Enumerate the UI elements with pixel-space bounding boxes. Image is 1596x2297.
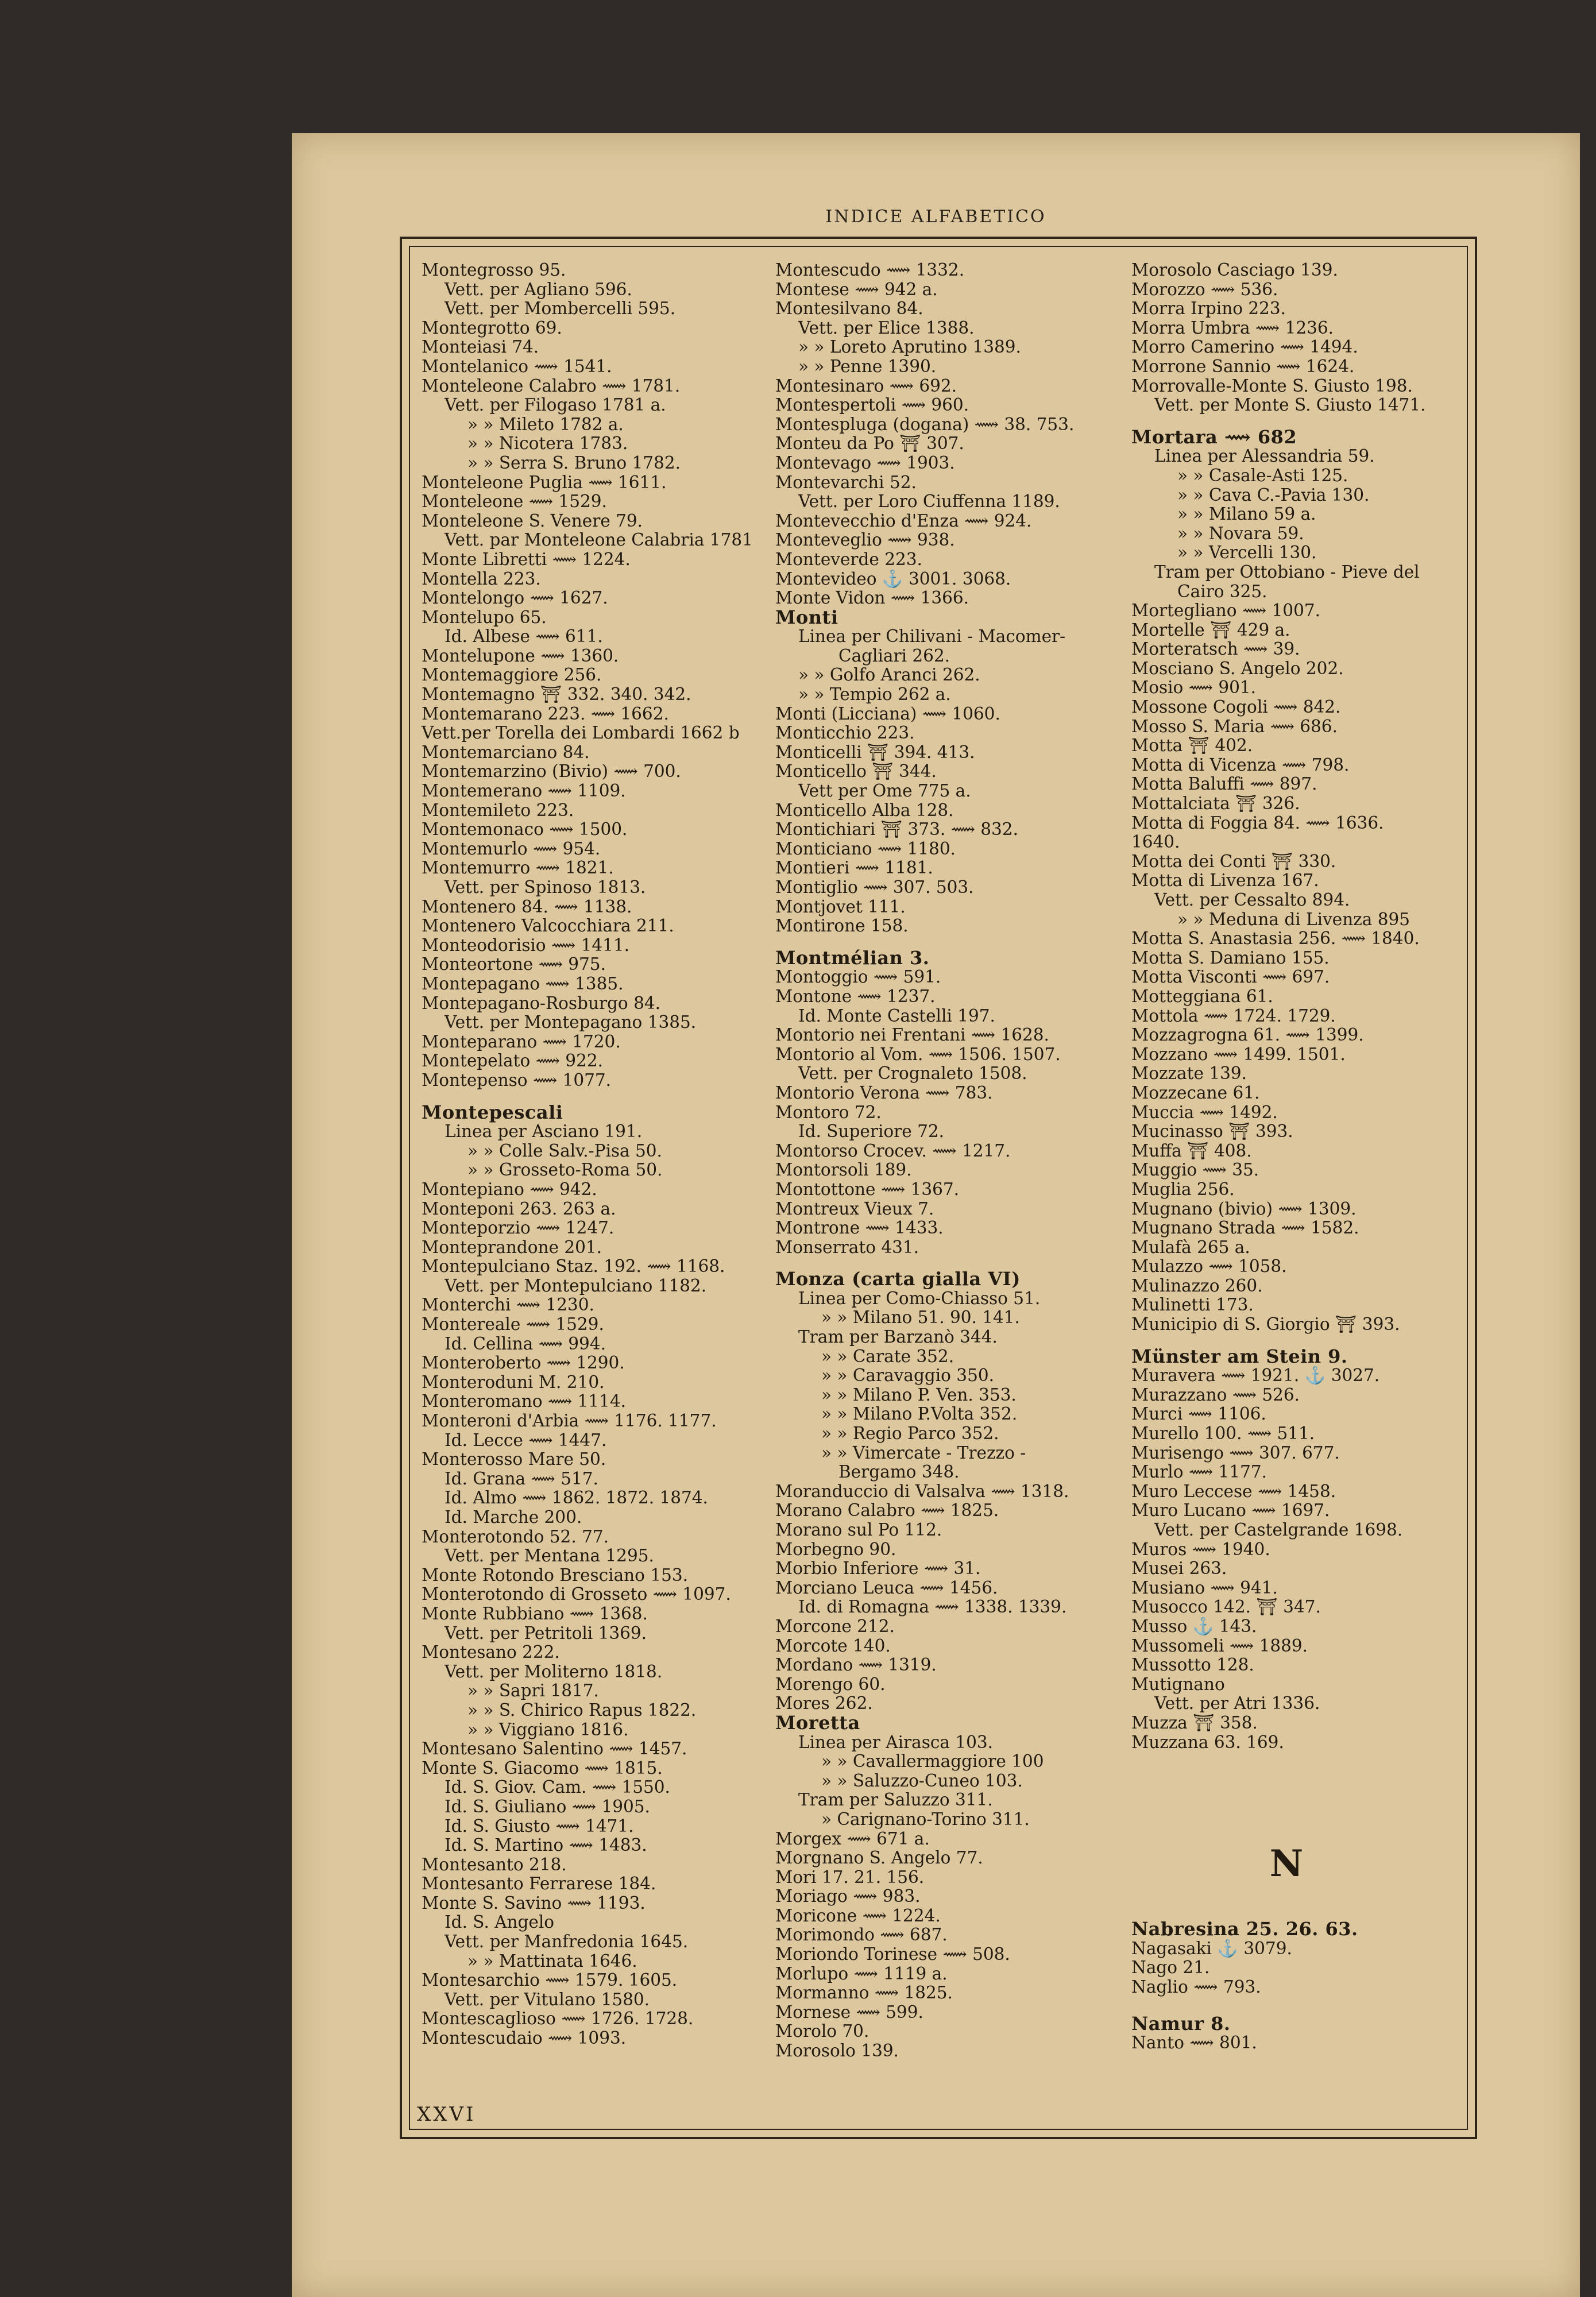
index-entry: Motteggiana 61. [1131, 986, 1273, 1006]
index-entry: Id. S. Angelo [445, 1912, 555, 1932]
index-entry: Mussomeli ⟿ 1889. [1131, 1635, 1308, 1656]
index-entry: Id. Superiore 72. [798, 1122, 944, 1142]
index-entry: Monteroni d'Arbia ⟿ 1176. 1177. [422, 1411, 717, 1431]
index-entry: Monteleone ⟿ 1529. [422, 492, 607, 512]
index-entry: Monteroberto ⟿ 1290. [422, 1353, 625, 1373]
index-entry: Mozzagrogna 61. ⟿ 1399. [1131, 1025, 1364, 1045]
index-entry: Id. S. Giuliano ⟿ 1905. [445, 1796, 650, 1816]
index-entry: Montenero 84. ⟿ 1138. [422, 896, 632, 917]
index-entry: Muffa ⛩ 408. [1131, 1140, 1252, 1161]
index-entry: Mugnano Strada ⟿ 1582. [1131, 1218, 1359, 1238]
index-entry: Vett. per Petritoli 1369. [445, 1623, 647, 1643]
index-entry: Vett. per Elice 1388. [798, 318, 975, 338]
index-entry: Vett. per Spinoso 1813. [445, 877, 646, 897]
index-entry: Mozzate 139. [1131, 1064, 1247, 1084]
index-entry: » » Penne 1390. [798, 356, 937, 376]
index-entry: Morgex ⟿ 671 a. [775, 1828, 930, 1849]
index-entry: Id. Cellina ⟿ 994. [445, 1333, 606, 1354]
index-entry: » » Cava C.-Pavia 130. [1177, 485, 1370, 505]
index-entry: Montieri ⟿ 1181. [775, 858, 933, 878]
index-entry: Montreux Vieux 7. [775, 1198, 934, 1219]
index-entry: Mosciano S. Angelo 202. [1131, 658, 1344, 678]
index-entry: Mordano ⟿ 1319. [775, 1655, 937, 1675]
index-entry: Monteu da Po ⛩ 307. [775, 434, 964, 454]
index-heading: Nabresina 25. 26. 63. [1131, 1918, 1358, 1940]
index-entry: Tram per Saluzzo 311. [798, 1790, 993, 1810]
index-entry: Vett per Ome 775 a. [798, 781, 971, 801]
index-entry: Montespluga (dogana) ⟿ 38. 753. [775, 414, 1075, 434]
index-entry: » » Nicotera 1783. [467, 434, 628, 454]
index-entry: Montemarzino (Bivio) ⟿ 700. [422, 761, 681, 782]
index-entry: Linea per Alessandria 59. [1154, 446, 1375, 466]
index-entry: Montepulciano Staz. 192. ⟿ 1168. [422, 1256, 725, 1277]
index-entry: Vett. per Mentana 1295. [445, 1546, 654, 1566]
index-entry: Muros ⟿ 1940. [1131, 1539, 1270, 1559]
index-entry: Montepagano-Rosburgo 84. [422, 993, 660, 1013]
index-entry: Murci ⟿ 1106. [1131, 1404, 1266, 1424]
index-entry: Monserrato 431. [775, 1237, 919, 1257]
index-entry: Murello 100. ⟿ 511. [1131, 1424, 1315, 1444]
index-entry: Montorio al Vom. ⟿ 1506. 1507. [775, 1044, 1061, 1064]
index-entry: Mutignano [1131, 1674, 1225, 1694]
index-entry: Mores 262. [775, 1693, 873, 1714]
index-entry: Montelanico ⟿ 1541. [422, 356, 612, 376]
index-entry: Montescaglioso ⟿ 1726. 1728. [422, 2009, 694, 2029]
index-entry: Morengo 60. [775, 1674, 886, 1694]
index-entry: Morano sul Po 112. [775, 1520, 942, 1540]
index-entry: Montichiari ⛩ 373. ⟿ 832. [775, 819, 1018, 840]
section-letter: N [1269, 1842, 1304, 1886]
index-entry: Vett. per Crognaleto 1508. [798, 1064, 1027, 1084]
index-entry: Montesanto Ferrarese 184. [422, 1874, 656, 1894]
index-entry: » » Novara 59. [1177, 523, 1304, 543]
index-entry: Montepagano ⟿ 1385. [422, 973, 624, 993]
page-number: XXVI [417, 2103, 476, 2126]
index-entry: Montepiano ⟿ 942. [422, 1179, 597, 1199]
index-entry: Mulafà 265 a. [1131, 1237, 1250, 1257]
index-entry: Mori 17. 21. 156. [775, 1867, 925, 1887]
index-entry: Linea per Asciano 191. [445, 1122, 643, 1142]
index-entry: Monticchio 223. [775, 723, 915, 743]
index-entry: » » Meduna di Livenza 895 [1177, 909, 1410, 929]
index-entry: Id. di Romagna ⟿ 1338. 1339. [798, 1597, 1067, 1617]
index-entry: Murisengo ⟿ 307. 677. [1131, 1443, 1340, 1463]
index-entry: Montesarchio ⟿ 1579. 1605. [422, 1970, 678, 1990]
index-entry: Id. Marche 200. [445, 1507, 582, 1527]
index-entry: Municipio di S. Giorgio ⛩ 393. [1131, 1314, 1400, 1335]
index-entry: Montemurro ⟿ 1821. [422, 858, 614, 878]
index-entry: Id. Grana ⟿ 517. [445, 1468, 598, 1488]
index-entry: » » Carate 352. [821, 1346, 954, 1366]
index-column-2 [775, 261, 1120, 2061]
book-page [292, 133, 1580, 2297]
index-entry: » » Mattinata 1646. [467, 1951, 637, 1971]
index-entry: Morciano Leuca ⟿ 1456. [775, 1577, 998, 1598]
index-entry: Montiglio ⟿ 307. 503. [775, 877, 974, 897]
index-entry: Muro Lucano ⟿ 1697. [1131, 1501, 1330, 1521]
index-entry: Musiano ⟿ 941. [1131, 1577, 1278, 1598]
index-frame [400, 237, 1477, 2139]
index-entry: Muzza ⛩ 358. [1131, 1712, 1258, 1733]
index-entry: Morro Camerino ⟿ 1494. [1131, 337, 1358, 357]
index-entry: Monteroduni M. 210. [422, 1372, 605, 1392]
index-entry: Tram per Barzanò 344. [798, 1327, 998, 1347]
index-entry: Moriondo Torinese ⟿ 508. [775, 1944, 1010, 1965]
index-entry: Montepelato ⟿ 922. [422, 1051, 603, 1071]
index-entry: Id. Monte Castelli 197. [798, 1006, 995, 1026]
index-heading: Montmélian 3. [775, 946, 930, 969]
index-entry: Montescudo ⟿ 1332. [775, 260, 965, 280]
index-heading: Mortara ⟿ 682 [1131, 426, 1297, 448]
index-entry: Monticello ⛩ 344. [775, 761, 937, 782]
index-entry: Morrovalle-Monte S. Giusto 198. [1131, 376, 1413, 396]
index-entry: Nagasaki ⚓ 3079. [1131, 1938, 1292, 1958]
index-entry: Nago 21. [1131, 1958, 1210, 1978]
index-entry: Mottola ⟿ 1724. 1729. [1131, 1006, 1336, 1026]
index-entry: Id. S. Martino ⟿ 1483. [445, 1835, 647, 1855]
index-entry: Montottone ⟿ 1367. [775, 1179, 960, 1199]
index-entry: Motta S. Damiano 155. [1131, 948, 1330, 968]
index-entry: » » Milano P. Ven. 353. [821, 1385, 1017, 1405]
index-entry: Mussotto 128. [1131, 1655, 1254, 1675]
index-entry: Musso ⚓ 143. [1131, 1616, 1257, 1636]
index-entry: Id. S. Giusto ⟿ 1471. [445, 1816, 634, 1836]
index-entry: Montella 223. [422, 569, 541, 589]
index-entry: Mornese ⟿ 599. [775, 2002, 923, 2022]
index-entry: Motta dei Conti ⛩ 330. [1131, 851, 1336, 871]
index-entry: Montescudaio ⟿ 1093. [422, 2028, 627, 2048]
index-entry: Motta di Foggia 84. ⟿ 1636. [1131, 813, 1384, 833]
index-entry: Morosolo Casciago 139. [1131, 260, 1338, 280]
index-entry: Mormanno ⟿ 1825. [775, 1983, 953, 2003]
index-entry: Monteiasi 74. [422, 337, 539, 357]
index-entry: » » Vimercate - Trezzo - [821, 1443, 1026, 1463]
index-entry: Monte S. Giacomo ⟿ 1815. [422, 1758, 663, 1778]
index-entry: Montemarciano 84. [422, 742, 590, 762]
index-entry: Musocco 142. ⛩ 347. [1131, 1597, 1321, 1617]
index-entry: Mozzecane 61. [1131, 1082, 1260, 1103]
index-entry: Monticello Alba 128. [775, 800, 954, 820]
index-entry: Id. Albese ⟿ 611. [445, 627, 603, 647]
index-heading: Münster am Stein 9. [1131, 1345, 1348, 1367]
index-entry: Mucinasso ⛩ 393. [1131, 1122, 1293, 1142]
index-entry: Monteverde 223. [775, 549, 922, 569]
index-entry: Monteponi 263. 263 a. [422, 1198, 616, 1219]
index-entry: Montesinaro ⟿ 692. [775, 376, 957, 396]
index-entry: Monti (Licciana) ⟿ 1060. [775, 703, 1000, 724]
index-entry: Muzzana 63. 169. [1131, 1732, 1284, 1752]
index-entry: Montelupone ⟿ 1360. [422, 645, 619, 666]
index-entry: Montesano 222. [422, 1642, 560, 1662]
index-entry: Muro Leccese ⟿ 1458. [1131, 1481, 1336, 1501]
index-entry: Morolo 70. [775, 2021, 870, 2041]
index-entry: » » Tempio 262 a. [798, 685, 951, 705]
page-header: INDICE ALFABETICO [825, 207, 1046, 227]
index-entry: Montereale ⟿ 1529. [422, 1314, 604, 1335]
index-entry: Muglia 256. [1131, 1179, 1235, 1199]
index-entry: » » Saluzzo-Cuneo 103. [821, 1770, 1023, 1791]
index-entry: Montemerano ⟿ 1109. [422, 781, 626, 801]
index-entry: » » Cavallermaggiore 100 [821, 1751, 1044, 1772]
index-frame-inner [409, 246, 1468, 2130]
index-entry: Cagliari 262. [838, 645, 950, 666]
index-entry: Id. Almo ⟿ 1862. 1872. 1874. [445, 1488, 708, 1508]
index-entry: Montorsoli 189. [775, 1160, 912, 1180]
index-entry: Montevarchi 52. [775, 472, 917, 492]
index-entry: » » Colle Salv.-Pisa 50. [467, 1140, 662, 1161]
index-entry: Mulinetti 173. [1131, 1295, 1254, 1315]
index-heading: Monza (carta gialla VI) [775, 1268, 1021, 1290]
index-entry: Mulazzo ⟿ 1058. [1131, 1256, 1287, 1277]
index-entry: Monterotondo 52. 77. [422, 1526, 609, 1546]
index-entry: Monte Rubbiano ⟿ 1368. [422, 1603, 648, 1623]
index-entry: Mosio ⟿ 901. [1131, 678, 1257, 698]
index-entry: » » Milano P.Volta 352. [821, 1404, 1018, 1424]
index-entry: Monterotondo di Grosseto ⟿ 1097. [422, 1584, 731, 1604]
index-entry: Montese ⟿ 942 a. [775, 279, 938, 299]
index-heading: Montepescali [422, 1101, 563, 1123]
index-entry: Montegrosso 95. [422, 260, 566, 280]
index-entry: Mozzano ⟿ 1499. 1501. [1131, 1044, 1346, 1064]
index-entry: Murazzano ⟿ 526. [1131, 1385, 1300, 1405]
index-column-1 [422, 261, 766, 2048]
index-entry: Morano Calabro ⟿ 1825. [775, 1501, 999, 1521]
index-entry: Monteleone S. Venere 79. [422, 511, 643, 531]
index-entry: Morbegno 90. [775, 1539, 896, 1559]
index-entry: Morimondo ⟿ 687. [775, 1925, 948, 1945]
index-entry: Motta di Vicenza ⟿ 798. [1131, 755, 1350, 775]
index-entry: Mottalciata ⛩ 326. [1131, 794, 1300, 814]
index-entry: Montoggio ⟿ 591. [775, 967, 941, 987]
index-entry: Montegrotto 69. [422, 318, 562, 338]
index-entry: Montemaggiore 256. [422, 665, 602, 685]
index-entry: Vett.per Torella dei Lombardi 1662 b [422, 723, 740, 743]
index-entry: Murlo ⟿ 1177. [1131, 1462, 1267, 1482]
index-entry: Motta Baluffi ⟿ 897. [1131, 774, 1317, 794]
index-entry: » » Loreto Aprutino 1389. [798, 337, 1021, 357]
index-entry: » » Serra S. Bruno 1782. [467, 453, 681, 473]
index-entry: Montemileto 223. [422, 800, 574, 820]
index-entry: Naglio ⟿ 793. [1131, 1977, 1261, 1997]
index-entry: Montelongo ⟿ 1627. [422, 588, 608, 608]
index-entry: Monteleone Puglia ⟿ 1611. [422, 472, 667, 492]
index-entry: Morosolo 139. [775, 2041, 899, 2061]
index-entry: Montesanto 218. [422, 1854, 567, 1874]
index-entry: Monticiano ⟿ 1180. [775, 838, 956, 859]
index-entry: Moricone ⟿ 1224. [775, 1905, 941, 1925]
index-entry: Vett. per Castelgrande 1698. [1154, 1520, 1403, 1540]
index-entry: » » Golfo Aranci 262. [798, 665, 980, 685]
index-entry: Monteprandone 201. [422, 1237, 602, 1257]
index-entry: Monteporzio ⟿ 1247. [422, 1218, 615, 1238]
index-entry: Morra Irpino 223. [1131, 299, 1286, 319]
index-entry: Moriago ⟿ 983. [775, 1886, 921, 1907]
index-entry: Montevideo ⚓ 3001. 3068. [775, 569, 1011, 589]
index-entry: Montrone ⟿ 1433. [775, 1218, 944, 1238]
index-entry: Vett. per Montepulciano 1182. [445, 1275, 707, 1296]
index-entry: Montirone 158. [775, 916, 909, 936]
index-entry: Montorso Crocev. ⟿ 1217. [775, 1140, 1011, 1161]
index-entry: Montorio nei Frentani ⟿ 1628. [775, 1025, 1049, 1045]
index-entry: Montesilvano 84. [775, 299, 923, 319]
index-entry: » » Milano 51. 90. 141. [821, 1308, 1020, 1328]
index-entry: » » Milano 59 a. [1177, 504, 1316, 524]
index-entry: Muccia ⟿ 1492. [1131, 1102, 1278, 1122]
index-entry: Montjovet 111. [775, 896, 906, 917]
index-entry: Monteveglio ⟿ 938. [775, 530, 955, 550]
index-entry: Vett. per Mombercelli 595. [445, 299, 676, 319]
index-column-3 [1131, 261, 1476, 2053]
index-entry: Morcone 212. [775, 1616, 895, 1636]
index-entry: Tram per Ottobiano - Pieve del [1154, 562, 1420, 582]
index-entry: Id. S. Giov. Cam. ⟿ 1550. [445, 1777, 670, 1797]
index-heading: Namur 8. [1131, 2012, 1231, 2035]
index-entry: Montelupo 65. [422, 607, 547, 627]
index-entry: Montoro 72. [775, 1102, 882, 1122]
index-entry: Motta di Livenza 167. [1131, 871, 1319, 891]
index-entry: Vett. per Montepagano 1385. [445, 1012, 697, 1033]
index-heading: Moretta [775, 1711, 860, 1734]
index-entry: Montesano Salentino ⟿ 1457. [422, 1739, 687, 1759]
index-entry: Musei 263. [1131, 1559, 1227, 1579]
index-entry: Vett. per Filogaso 1781 a. [445, 395, 666, 415]
index-entry: » » Mileto 1782 a. [467, 414, 624, 434]
index-entry: Linea per Como-Chiasso 51. [798, 1288, 1041, 1308]
index-entry: Morbio Inferiore ⟿ 31. [775, 1559, 981, 1579]
index-entry: Mossone Cogoli ⟿ 842. [1131, 697, 1341, 717]
index-entry: Monticelli ⛩ 394. 413. [775, 742, 975, 762]
index-entry: Monterchi ⟿ 1230. [422, 1295, 594, 1315]
index-entry: Linea per Chilivani - Macomer- [798, 627, 1066, 647]
index-entry: Morra Umbra ⟿ 1236. [1131, 318, 1334, 338]
index-entry: Id. Lecce ⟿ 1447. [445, 1430, 607, 1450]
index-entry: Motta Visconti ⟿ 697. [1131, 967, 1330, 987]
index-entry: Linea per Airasca 103. [798, 1732, 994, 1752]
index-entry: Montespertoli ⟿ 960. [775, 395, 969, 415]
index-entry: Monteleone Calabro ⟿ 1781. [422, 376, 681, 396]
index-entry: Vett. per Loro Ciuffenna 1189. [798, 492, 1060, 512]
index-entry: Morteratsch ⟿ 39. [1131, 639, 1300, 659]
index-entry: » » Grosseto-Roma 50. [467, 1160, 663, 1180]
index-entry: Montemurlo ⟿ 954. [422, 838, 601, 859]
index-entry: Vett. per Vitulano 1580. [445, 1989, 650, 2009]
index-entry: Morlupo ⟿ 1119 a. [775, 1963, 948, 1983]
index-entry: » » S. Chirico Rapus 1822. [467, 1700, 697, 1720]
index-entry: » » Caravaggio 350. [821, 1366, 994, 1386]
index-entry: Moranduccio di Valsalva ⟿ 1318. [775, 1481, 1069, 1501]
index-entry: Montemarano 223. ⟿ 1662. [422, 703, 669, 724]
index-entry: Monte Rotondo Bresciano 153. [422, 1565, 689, 1585]
index-entry: Montone ⟿ 1237. [775, 986, 936, 1006]
index-entry: Muravera ⟿ 1921. ⚓ 3027. [1131, 1366, 1380, 1386]
index-entry: Vett. per Moliterno 1818. [445, 1661, 663, 1681]
index-entry: Morcote 140. [775, 1635, 891, 1656]
index-entry: Monterosso Mare 50. [422, 1449, 606, 1470]
index-entry: Vett. per Monte S. Giusto 1471. [1154, 395, 1426, 415]
index-entry: » » Sapri 1817. [467, 1681, 599, 1701]
index-entry: Muggio ⟿ 35. [1131, 1160, 1259, 1180]
index-entry: Morrone Sannio ⟿ 1624. [1131, 356, 1355, 376]
index-entry: » Carignano-Torino 311. [821, 1809, 1030, 1829]
index-entry: Montevecchio d'Enza ⟿ 924. [775, 511, 1032, 531]
index-entry: Montemonaco ⟿ 1500. [422, 819, 628, 840]
index-entry: Mortelle ⛩ 429 a. [1131, 620, 1290, 640]
index-entry: Mugnano (bivio) ⟿ 1309. [1131, 1198, 1357, 1219]
index-entry: Montepenso ⟿ 1077. [422, 1070, 612, 1090]
index-entry: » » Viggiano 1816. [467, 1719, 629, 1739]
index-entry: Mulinazzo 260. [1131, 1275, 1263, 1296]
index-entry: Monteromano ⟿ 1114. [422, 1391, 626, 1412]
index-entry: Morgnano S. Angelo 77. [775, 1848, 983, 1868]
index-entry: Monte Vidon ⟿ 1366. [775, 588, 969, 608]
index-entry: Motta S. Anastasia 256. ⟿ 1840. [1131, 929, 1420, 949]
index-entry: Nanto ⟿ 801. [1131, 2033, 1257, 2053]
index-entry: Monte S. Savino ⟿ 1193. [422, 1893, 646, 1913]
index-entry: Montevago ⟿ 1903. [775, 453, 955, 473]
index-entry: Monte Libretti ⟿ 1224. [422, 549, 631, 569]
index-entry: Vett. per Cessalto 894. [1154, 890, 1350, 910]
index-heading: Monti [775, 606, 838, 628]
index-entry: Cairo 325. [1177, 581, 1267, 601]
index-entry: Montemagno ⛩ 332. 340. 342. [422, 685, 691, 705]
index-entry: 1640. [1131, 832, 1180, 852]
index-entry: » » Vercelli 130. [1177, 543, 1317, 563]
index-entry: Vett. per Atri 1336. [1154, 1693, 1320, 1714]
index-entry: Monteodorisio ⟿ 1411. [422, 935, 630, 955]
index-entry: Monteortone ⟿ 975. [422, 954, 606, 975]
index-entry: Vett. per Agliano 596. [445, 279, 632, 299]
index-entry: Monteparano ⟿ 1720. [422, 1031, 621, 1051]
index-entry: Bergamo 348. [838, 1462, 960, 1482]
index-entry: » » Regio Parco 352. [821, 1424, 999, 1444]
index-entry: Mortegliano ⟿ 1007. [1131, 601, 1320, 621]
index-entry: Vett. par Monteleone Calabria 1781 [445, 530, 753, 550]
index-entry: Mosso S. Maria ⟿ 686. [1131, 716, 1338, 736]
index-entry: Morozzo ⟿ 536. [1131, 279, 1278, 299]
index-entry: Motta ⛩ 402. [1131, 736, 1253, 756]
index-entry: » » Casale-Asti 125. [1177, 465, 1348, 485]
index-entry: Montenero Valcocchiara 211. [422, 916, 674, 936]
index-entry: Montorio Verona ⟿ 783. [775, 1082, 993, 1103]
index-entry: Vett. per Manfredonia 1645. [445, 1932, 689, 1952]
